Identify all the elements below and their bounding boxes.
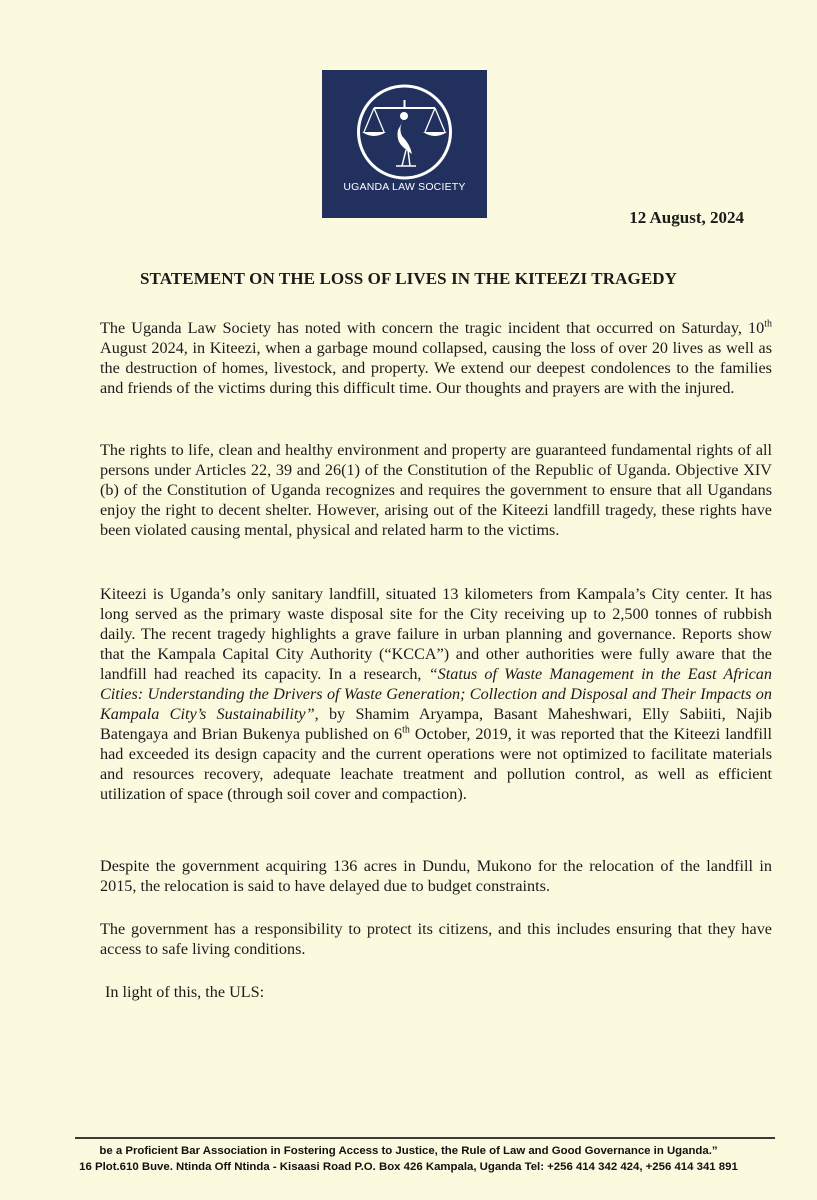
uganda-law-society-logo [322, 70, 487, 218]
paragraph-responsibility: The government has a responsibility to protect its citizens, and this includes ensuring that they have access to safe living conditions. [100, 920, 772, 958]
superscript: th [764, 318, 772, 330]
paragraph-text: October, 2019, it was reported that the Kiteezi landfill had exceeded its design capacity and the current operations were not optimized to facilitate materials and resources recovery, adequate leachate treatment and pollution control, as well as efficient utilization of space (through soil cover and compaction). [100, 725, 773, 803]
paragraph-incident [100, 318, 772, 398]
superscript: th [402, 724, 410, 736]
paragraph-rights: The rights to life, clean and healthy environment and property are guaranteed fundamental rights of all persons under Articles 22, 39 and 26(1) of the Constitution of the Republic of Uganda. Objective XIV (b) of the Constitution of Uganda recognizes and requires the government to ensure that all Ugandans enjoy the right to decent shelter. However, arising out of the Kiteezi landfill tragedy, these rights have been violated causing mental, physical and related harm to the victims. [100, 441, 772, 539]
research-title: “Status of Waste Management in the East African Cities: Understanding the Drivers of Waste Generation; Collection and Disposal and Their Impacts on Kampala City’s Sustainability” [100, 665, 772, 723]
paragraph-kiteezi [100, 584, 772, 804]
scales-of-justice-icon [322, 70, 487, 218]
paragraph-text: August 2024, in Kiteezi, when a garbage mound collapsed, causing the loss of over 20 lives as well as the destruction of homes, livestock, and property. We extend our deepest condolences to the families and friends of the victims during this difficult time. Our thoughts and prayers are with the injured. [100, 339, 772, 397]
footer-address: 16 Plot.610 Buve. Ntinda Off Ntinda - Kisaasi Road P.O. Box 426 Kampala, Uganda Tel: +256 414 342 424, +256 414 341 891 [79, 1161, 738, 1173]
statement-date: 12 August, 2024 [629, 208, 744, 227]
footer-mission: be a Proficient Bar Association in Fostering Access to Justice, the Rule of Law and Good Governance in Uganda.” [99, 1145, 718, 1157]
paragraph-in-light: In light of this, the ULS: [105, 983, 265, 1001]
footer-divider [75, 1137, 775, 1139]
paragraph-text: The Uganda Law Society has noted with concern the tragic incident that occurred on Saturday, 10 [100, 319, 765, 337]
paragraph-text: , by Shamim Aryampa, Basant Maheshwari, Elly Sabiiti, Najib Batengaya and Brian Bukenya published on 6 [100, 705, 772, 743]
logo-caption: UGANDA LAW SOCIETY [343, 181, 466, 193]
paragraph-text: Kiteezi is Uganda’s only sanitary landfill, situated 13 kilometers from Kampala’s City center. It has long served as the primary waste disposal site for the City receiving up to 2,500 tonnes of rubbish daily. The recent tragedy highlights a grave failure in urban planning and governance. Reports show that the Kampala Capital City Authority (“KCCA”) and other authorities were fully aware that the landfill had reached its capacity. In a research, [100, 585, 772, 683]
paragraph-relocation: Despite the government acquiring 136 acres in Dundu, Mukono for the relocation of the landfill in 2015, the relocation is said to have delayed due to budget constraints. [100, 857, 772, 895]
statement-title: STATEMENT ON THE LOSS OF LIVES IN THE KITEEZI TRAGEDY [139, 269, 678, 288]
